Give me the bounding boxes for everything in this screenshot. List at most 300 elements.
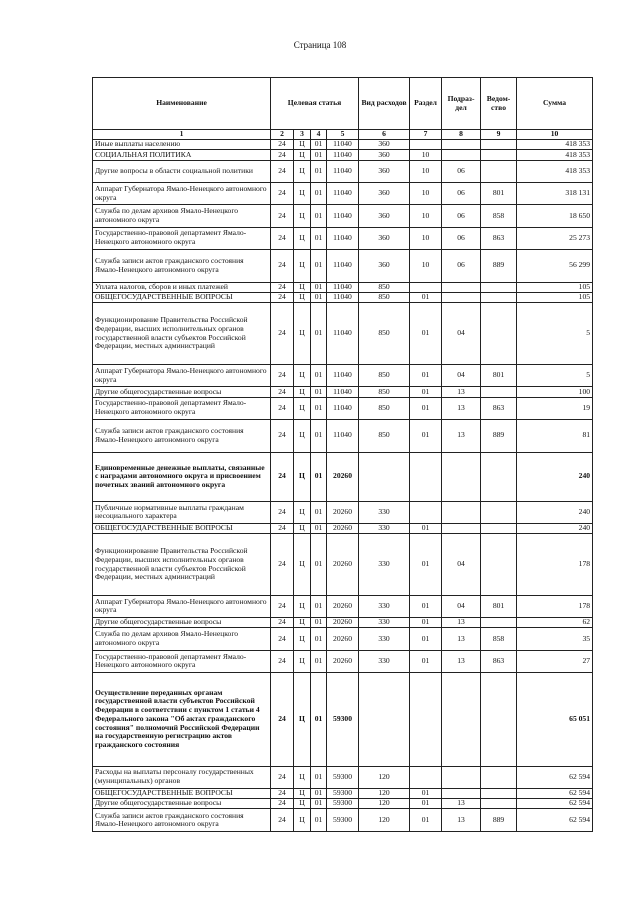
row-code-c9: 889 [481,249,517,282]
row-code-c8: 13 [442,387,481,397]
row-code-c6: 360 [359,160,410,182]
column-number-row [93,130,593,140]
table-row [93,364,593,386]
row-code-c8 [442,150,481,160]
row-code-c9 [481,673,517,766]
row-code-c7: 01 [410,595,442,617]
column-number: 3 [294,130,311,140]
table-row [93,628,593,650]
row-code-c4: 01 [311,205,327,227]
row-code-c2: 24 [271,303,294,365]
row-name: ОБЩЕГОСУДАРСТВЕННЫЕ ВОПРОСЫ [93,788,271,798]
row-code-c3: Ц [294,452,311,501]
row-code-c3: Ц [294,364,311,386]
row-code-c9: 858 [481,628,517,650]
table-row [93,788,593,798]
row-code-c6: 850 [359,303,410,365]
row-code-c6: 330 [359,628,410,650]
row-code-c3: Ц [294,227,311,249]
row-sum: 5 [517,303,593,365]
table-body [93,140,593,832]
row-code-c3: Ц [294,809,311,832]
row-code-c6 [359,673,410,766]
row-code-c8 [442,452,481,501]
table-row [93,766,593,788]
table-row [93,650,593,672]
row-code-c7: 01 [410,364,442,386]
row-code-c6: 850 [359,293,410,303]
row-name: Расходы на выплаты персоналу государственных (муниципальных) органов [93,766,271,788]
row-name: Государственно-правовой департамент Ямало-Ненецкого автономного округа [93,227,271,249]
row-code-c4: 01 [311,282,327,292]
row-code-c3: Ц [294,650,311,672]
row-code-c4: 01 [311,799,327,809]
row-code-c6: 360 [359,150,410,160]
row-code-c7 [410,673,442,766]
row-code-c2: 24 [271,140,294,150]
column-number: 5 [327,130,359,140]
row-code-c7: 01 [410,799,442,809]
row-code-c7: 01 [410,628,442,650]
row-code-c6: 850 [359,387,410,397]
row-code-c5: 20260 [327,628,359,650]
row-name: Служба по делам архивов Ямало-Ненецкого автономного округа [93,205,271,227]
table-row [93,282,593,292]
row-code-c6: 120 [359,766,410,788]
row-name: ОБЩЕГОСУДАРСТВЕННЫЕ ВОПРОСЫ [93,523,271,533]
table-row [93,799,593,809]
col-header-target: Целевая статья [271,78,359,130]
row-code-c4: 01 [311,249,327,282]
row-code-c5: 11040 [327,387,359,397]
row-code-c9: 801 [481,182,517,204]
row-code-c4: 01 [311,387,327,397]
row-code-c2: 24 [271,387,294,397]
row-code-c8 [442,140,481,150]
row-sum: 62 594 [517,788,593,798]
row-code-c8: 13 [442,618,481,628]
budget-table [92,77,593,832]
row-sum: 178 [517,534,593,596]
row-code-c4: 01 [311,650,327,672]
row-name: Государственно-правовой департамент Ямало-Ненецкого автономного округа [93,650,271,672]
row-name: Служба записи актов гражданского состояния Ямало-Ненецкого автономного округа [93,419,271,452]
row-code-c6: 330 [359,618,410,628]
row-code-c5: 59300 [327,799,359,809]
row-code-c3: Ц [294,160,311,182]
row-name: Аппарат Губернатора Ямало-Ненецкого автономного округа [93,364,271,386]
row-code-c9 [481,534,517,596]
row-code-c2: 24 [271,397,294,419]
row-name: Служба записи актов гражданского состояния Ямало-Ненецкого автономного округа [93,809,271,832]
row-code-c6: 360 [359,227,410,249]
row-code-c7: 10 [410,182,442,204]
row-code-c9: 801 [481,595,517,617]
row-name: Служба записи актов гражданского состояния Ямало-Ненецкого автономного округа [93,249,271,282]
row-code-c7 [410,766,442,788]
row-code-c5: 20260 [327,595,359,617]
row-code-c7: 01 [410,650,442,672]
row-code-c8: 04 [442,534,481,596]
row-sum: 240 [517,523,593,533]
row-code-c4: 01 [311,523,327,533]
row-code-c2: 24 [271,452,294,501]
row-code-c4: 01 [311,160,327,182]
row-code-c7: 01 [410,618,442,628]
row-code-c5: 11040 [327,282,359,292]
row-code-c3: Ц [294,249,311,282]
row-code-c6: 850 [359,364,410,386]
page-number-header: Страница 108 [293,40,347,50]
row-code-c3: Ц [294,182,311,204]
row-code-c6: 120 [359,799,410,809]
row-code-c8: 04 [442,364,481,386]
row-code-c2: 24 [271,788,294,798]
row-code-c3: Ц [294,282,311,292]
row-code-c8: 06 [442,182,481,204]
row-code-c3: Ц [294,523,311,533]
row-code-c5: 11040 [327,364,359,386]
row-code-c9 [481,618,517,628]
row-code-c5: 59300 [327,766,359,788]
table-row [93,618,593,628]
row-code-c4: 01 [311,293,327,303]
row-name: Аппарат Губернатора Ямало-Ненецкого автономного округа [93,595,271,617]
column-number: 7 [410,130,442,140]
row-code-c8 [442,501,481,523]
row-code-c6: 330 [359,523,410,533]
row-code-c3: Ц [294,534,311,596]
row-code-c9: 863 [481,397,517,419]
row-code-c8 [442,673,481,766]
row-code-c2: 24 [271,160,294,182]
row-code-c3: Ц [294,501,311,523]
row-code-c9 [481,523,517,533]
row-code-c2: 24 [271,293,294,303]
col-header-name: Наименование [93,78,271,130]
row-sum: 25 273 [517,227,593,249]
col-header-section: Раздел [410,78,442,130]
row-code-c7: 01 [410,523,442,533]
row-name: Публичные нормативные выплаты гражданам несоциального характера [93,501,271,523]
row-sum: 62 594 [517,766,593,788]
row-code-c4: 01 [311,618,327,628]
row-code-c9 [481,150,517,160]
row-code-c5: 20260 [327,452,359,501]
row-code-c2: 24 [271,799,294,809]
row-code-c8: 06 [442,227,481,249]
row-code-c3: Ц [294,628,311,650]
row-code-c6: 330 [359,595,410,617]
row-code-c5: 11040 [327,160,359,182]
table-row [93,182,593,204]
row-sum: 318 131 [517,182,593,204]
row-sum: 5 [517,364,593,386]
row-code-c6: 360 [359,205,410,227]
table-row [93,303,593,365]
row-code-c8 [442,766,481,788]
row-sum: 105 [517,293,593,303]
row-code-c5: 11040 [327,293,359,303]
row-code-c3: Ц [294,150,311,160]
row-code-c9 [481,293,517,303]
row-code-c4: 01 [311,140,327,150]
row-code-c7: 01 [410,809,442,832]
row-sum: 19 [517,397,593,419]
row-code-c3: Ц [294,595,311,617]
row-code-c2: 24 [271,766,294,788]
row-code-c7: 01 [410,788,442,798]
row-code-c6: 330 [359,534,410,596]
row-code-c8: 06 [442,205,481,227]
row-code-c4: 01 [311,534,327,596]
row-code-c9: 863 [481,650,517,672]
row-code-c2: 24 [271,595,294,617]
row-code-c7: 01 [410,303,442,365]
row-code-c8 [442,788,481,798]
column-number: 4 [311,130,327,140]
row-code-c2: 24 [271,534,294,596]
row-code-c2: 24 [271,618,294,628]
row-code-c7: 01 [410,419,442,452]
row-name: Другие общегосударственные вопросы [93,387,271,397]
table-row [93,249,593,282]
row-code-c4: 01 [311,419,327,452]
row-code-c7 [410,282,442,292]
row-code-c8: 13 [442,809,481,832]
row-code-c9: 889 [481,809,517,832]
table-row [93,293,593,303]
row-code-c4: 01 [311,452,327,501]
row-code-c3: Ц [294,140,311,150]
table-row [93,160,593,182]
row-code-c5: 20260 [327,523,359,533]
row-code-c5: 20260 [327,650,359,672]
row-code-c8: 13 [442,419,481,452]
col-header-subsection: Подраз-дел [442,78,481,130]
row-code-c2: 24 [271,282,294,292]
row-sum: 240 [517,452,593,501]
row-code-c2: 24 [271,809,294,832]
row-code-c6: 330 [359,501,410,523]
row-code-c5: 20260 [327,534,359,596]
row-code-c8: 04 [442,303,481,365]
row-name: Другие общегосударственные вопросы [93,618,271,628]
row-sum: 65 051 [517,673,593,766]
row-sum: 35 [517,628,593,650]
row-name: Единовременные денежные выплаты, связанные с наградами автономного округа и присвоением почетных званий автономного округа [93,452,271,501]
row-code-c8: 13 [442,799,481,809]
row-code-c4: 01 [311,364,327,386]
row-name: Государственно-правовой департамент Ямало-Ненецкого автономного округа [93,397,271,419]
row-name: Функционирование Правительства Российской Федерации, высших исполнительных органов государственной власти субъектов Российской Федерации, местных администраций [93,303,271,365]
row-code-c7 [410,452,442,501]
row-code-c9 [481,501,517,523]
row-code-c6: 330 [359,650,410,672]
row-code-c9 [481,452,517,501]
row-code-c6 [359,452,410,501]
row-code-c5: 11040 [327,182,359,204]
row-sum: 100 [517,387,593,397]
row-code-c9 [481,160,517,182]
row-code-c5: 20260 [327,618,359,628]
row-code-c8: 06 [442,249,481,282]
row-name: Аппарат Губернатора Ямало-Ненецкого автономного округа [93,182,271,204]
row-code-c6: 360 [359,182,410,204]
row-code-c2: 24 [271,501,294,523]
row-name: Другие вопросы в области социальной политики [93,160,271,182]
row-code-c4: 01 [311,595,327,617]
row-sum: 178 [517,595,593,617]
row-code-c8 [442,523,481,533]
table-row [93,140,593,150]
row-code-c9 [481,766,517,788]
column-number: 10 [517,130,593,140]
row-code-c3: Ц [294,387,311,397]
row-code-c4: 01 [311,628,327,650]
row-code-c2: 24 [271,227,294,249]
row-code-c3: Ц [294,788,311,798]
table-row [93,387,593,397]
row-code-c6: 850 [359,397,410,419]
row-code-c3: Ц [294,205,311,227]
row-sum: 62 594 [517,799,593,809]
row-code-c9 [481,387,517,397]
row-code-c2: 24 [271,523,294,533]
row-code-c3: Ц [294,303,311,365]
row-code-c9 [481,303,517,365]
row-sum: 418 353 [517,160,593,182]
table-row [93,150,593,160]
row-code-c6: 360 [359,140,410,150]
column-number: 9 [481,130,517,140]
row-code-c7: 10 [410,205,442,227]
table-row [93,419,593,452]
row-code-c9 [481,788,517,798]
row-sum: 56 299 [517,249,593,282]
row-code-c8: 13 [442,650,481,672]
table-row [93,523,593,533]
row-code-c8: 13 [442,628,481,650]
row-code-c7: 10 [410,150,442,160]
row-code-c9: 889 [481,419,517,452]
row-code-c8 [442,293,481,303]
row-code-c7: 01 [410,534,442,596]
row-code-c9 [481,282,517,292]
row-code-c4: 01 [311,809,327,832]
row-code-c2: 24 [271,364,294,386]
table-row [93,397,593,419]
row-code-c7: 10 [410,160,442,182]
table-row [93,501,593,523]
table-row [93,595,593,617]
row-name: СОЦИАЛЬНАЯ ПОЛИТИКА [93,150,271,160]
row-code-c5: 20260 [327,501,359,523]
row-sum: 240 [517,501,593,523]
row-code-c7: 01 [410,387,442,397]
row-code-c5: 59300 [327,673,359,766]
row-code-c2: 24 [271,673,294,766]
row-code-c9: 801 [481,364,517,386]
row-code-c5: 11040 [327,150,359,160]
row-code-c5: 11040 [327,419,359,452]
column-number: 6 [359,130,410,140]
row-sum: 81 [517,419,593,452]
row-code-c6: 850 [359,282,410,292]
row-code-c2: 24 [271,182,294,204]
row-sum: 418 353 [517,150,593,160]
row-code-c5: 11040 [327,205,359,227]
row-code-c4: 01 [311,397,327,419]
row-sum: 418 353 [517,140,593,150]
column-number: 2 [271,130,294,140]
row-code-c6: 120 [359,788,410,798]
row-sum: 105 [517,282,593,292]
row-code-c3: Ц [294,293,311,303]
row-name: Иные выплаты населению [93,140,271,150]
row-code-c6: 360 [359,249,410,282]
row-name: Функционирование Правительства Российской Федерации, высших исполнительных органов государственной власти субъектов Российской Федерации, местных администраций [93,534,271,596]
row-code-c7: 10 [410,249,442,282]
row-name: Уплата налогов, сборов и иных платежей [93,282,271,292]
row-code-c4: 01 [311,227,327,249]
row-code-c2: 24 [271,249,294,282]
row-code-c7 [410,501,442,523]
row-code-c3: Ц [294,799,311,809]
row-code-c4: 01 [311,303,327,365]
row-sum: 62 594 [517,809,593,832]
row-code-c5: 59300 [327,809,359,832]
row-name: Осуществление переданных органам государственной власти субъектов Российской Федерации в соответствии с пунктом 1 статьи 4 Федерального закона "Об актах гражданского состояния" полномочий Российской Федерации на государственную регистрацию актов гражданского состояния [93,673,271,766]
row-code-c4: 01 [311,182,327,204]
row-code-c8: 04 [442,595,481,617]
row-code-c7 [410,140,442,150]
row-code-c4: 01 [311,766,327,788]
table-row [93,452,593,501]
row-code-c4: 01 [311,150,327,160]
table-row [93,205,593,227]
row-code-c3: Ц [294,419,311,452]
row-code-c4: 01 [311,673,327,766]
row-code-c5: 11040 [327,303,359,365]
row-code-c2: 24 [271,205,294,227]
row-code-c5: 11040 [327,249,359,282]
row-code-c4: 01 [311,501,327,523]
col-header-sum: Сумма [517,78,593,130]
row-code-c2: 24 [271,150,294,160]
row-name: Служба по делам архивов Ямало-Ненецкого автономного округа [93,628,271,650]
column-number: 1 [93,130,271,140]
col-header-expense-type: Вид расходов [359,78,410,130]
row-code-c5: 11040 [327,227,359,249]
row-code-c8: 06 [442,160,481,182]
column-number: 8 [442,130,481,140]
row-code-c6: 120 [359,809,410,832]
row-code-c8: 13 [442,397,481,419]
table-row [93,227,593,249]
table-row [93,673,593,766]
row-code-c9: 863 [481,227,517,249]
row-name: Другие общегосударственные вопросы [93,799,271,809]
row-code-c4: 01 [311,788,327,798]
row-code-c5: 11040 [327,140,359,150]
row-code-c8 [442,282,481,292]
row-code-c6: 850 [359,419,410,452]
row-code-c2: 24 [271,650,294,672]
col-header-department: Ведом-ство [481,78,517,130]
row-code-c2: 24 [271,419,294,452]
table-row [93,809,593,832]
